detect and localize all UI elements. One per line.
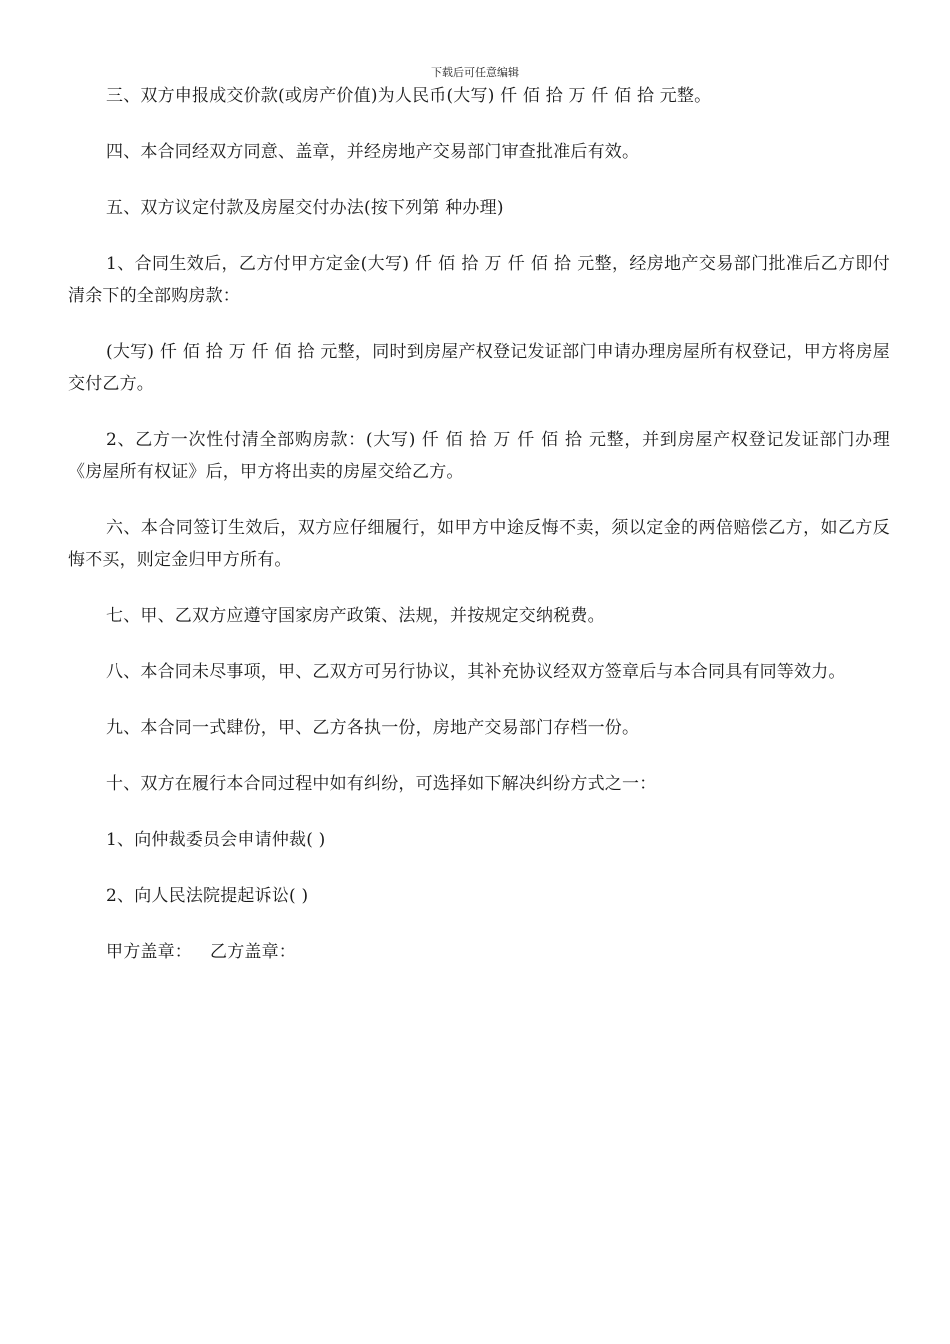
clause-4-validity: 四、本合同经双方同意、盖章，并经房地产交易部门审查批准后有效。 (106, 142, 640, 162)
header-note: 下载后可任意编辑 (431, 66, 519, 79)
contract-body (68, 80, 890, 992)
dispute-option-arbitration: 1、向仲裁委员会申请仲裁( ) (106, 830, 326, 850)
clause-9-copies: 九、本合同一式肆份，甲、乙方各执一份，房地产交易部门存档一份。 (106, 718, 640, 738)
signature-line (68, 936, 890, 968)
dispute-option-litigation: 2、向人民法院提起诉讼( ) (106, 886, 309, 906)
party-a-seal-label: 甲方盖章： (106, 942, 192, 962)
clause-5-option-2: 2、乙方一次性付清全部购房款：(大写) 仟 佰 拾 万 仟 佰 拾 元整，并到房屋产权登记发证部门办理《房屋所有权证》后，甲方将出卖的房屋交给乙方。 (68, 430, 890, 482)
clause-5-option-1: 1、合同生效后，乙方付甲方定金(大写) 仟 佰 拾 万 仟 佰 拾 元整，经房地产交易部门批准后乙方即付清余下的全部购房款： (68, 254, 890, 306)
clause-6-breach: 六、本合同签订生效后，双方应仔细履行，如甲方中途反悔不卖，须以定金的两倍赔偿乙方，如乙方反悔不买，则定金归甲方所有。 (68, 518, 890, 570)
party-b-seal-label: 乙方盖章： (210, 942, 296, 962)
clause-5-option-1-continued: (大写) 仟 佰 拾 万 仟 佰 拾 元整，同时到房屋产权登记发证部门申请办理房屋所有权登记，甲方将房屋交付乙方。 (68, 342, 890, 394)
clause-5-payment-method: 五、双方议定付款及房屋交付办法(按下列第 种办理) (106, 198, 504, 218)
clause-3-price: 三、双方申报成交价款(或房产价值)为人民币(大写) 仟 佰 拾 万 仟 佰 拾 元整。 (106, 86, 712, 106)
clause-10-disputes: 十、双方在履行本合同过程中如有纠纷，可选择如下解决纠纷方式之一： (106, 774, 657, 794)
clause-7-taxes: 七、甲、乙双方应遵守国家房产政策、法规，并按规定交纳税费。 (106, 606, 605, 626)
clause-8-supplement: 八、本合同未尽事项，甲、乙双方可另行协议，其补充协议经双方签章后与本合同具有同等效力。 (106, 662, 846, 682)
